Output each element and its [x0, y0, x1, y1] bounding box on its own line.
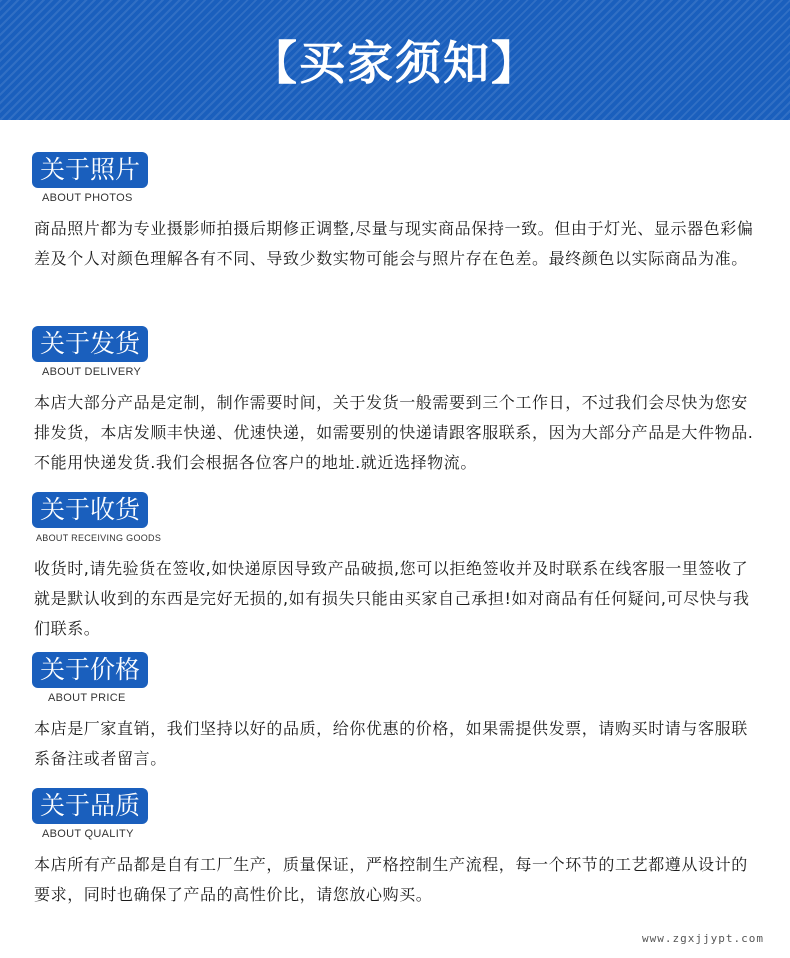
header-banner	[0, 0, 790, 120]
page-title: 【买家须知】	[251, 36, 539, 90]
section-subtitle: ABOUT PHOTOS	[42, 192, 133, 204]
section-body-text: 本店大部分产品是定制，制作需要时间，关于发货一般需要到三个工作日，不过我们会尽快为您安排发货，本店发顺丰快递、优速快递，如需要别的快递请跟客服联系，因为大部分产品是大件物品.不能用快递发货.我们会根据各位客户的地址.就近选择物流。	[34, 393, 754, 472]
section-subtitle: ABOUT QUALITY	[42, 828, 134, 840]
section-title-badge: 关于收货	[32, 492, 148, 528]
section-subtitle: ABOUT PRICE	[48, 692, 126, 704]
section-title-badge: 关于发货	[32, 326, 148, 362]
section-title-badge: 关于照片	[32, 152, 148, 188]
section-body-text: 收货时,请先验货在签收,如快递原因导致产品破损,您可以拒绝签收并及时联系在线客服一里签收了就是默认收到的东西是完好无损的,如有损失只能由买家自己承担!如对商品有任何疑问,可尽快与我们联系。	[34, 559, 750, 638]
section-body-text: 商品照片都为专业摄影师拍摄后期修正调整,尽量与现实商品保持一致。但由于灯光、显示器色彩偏差及个人对颜色理解各有不同、导致少数实物可能会与照片存在色差。最终颜色以实际商品为准。	[34, 219, 754, 268]
section-subtitle: ABOUT DELIVERY	[42, 366, 142, 378]
section-body-text: 本店所有产品都是自有工厂生产，质量保证，严格控制生产流程，每一个环节的工艺都遵从设计的要求，同时也确保了产品的高性价比，请您放心购买。	[34, 855, 748, 904]
section-subtitle: ABOUT RECEIVING GOODS	[36, 533, 162, 543]
section-title-badge: 关于品质	[32, 788, 148, 824]
section-title-badge: 关于价格	[32, 652, 148, 688]
section-body-text: 本店是厂家直销，我们坚持以好的品质，给你优惠的价格，如果需提供发票，请购买时请与客服联系备注或者留言。	[34, 719, 748, 768]
website-watermark: www.zgxjjypt.com	[642, 932, 764, 945]
